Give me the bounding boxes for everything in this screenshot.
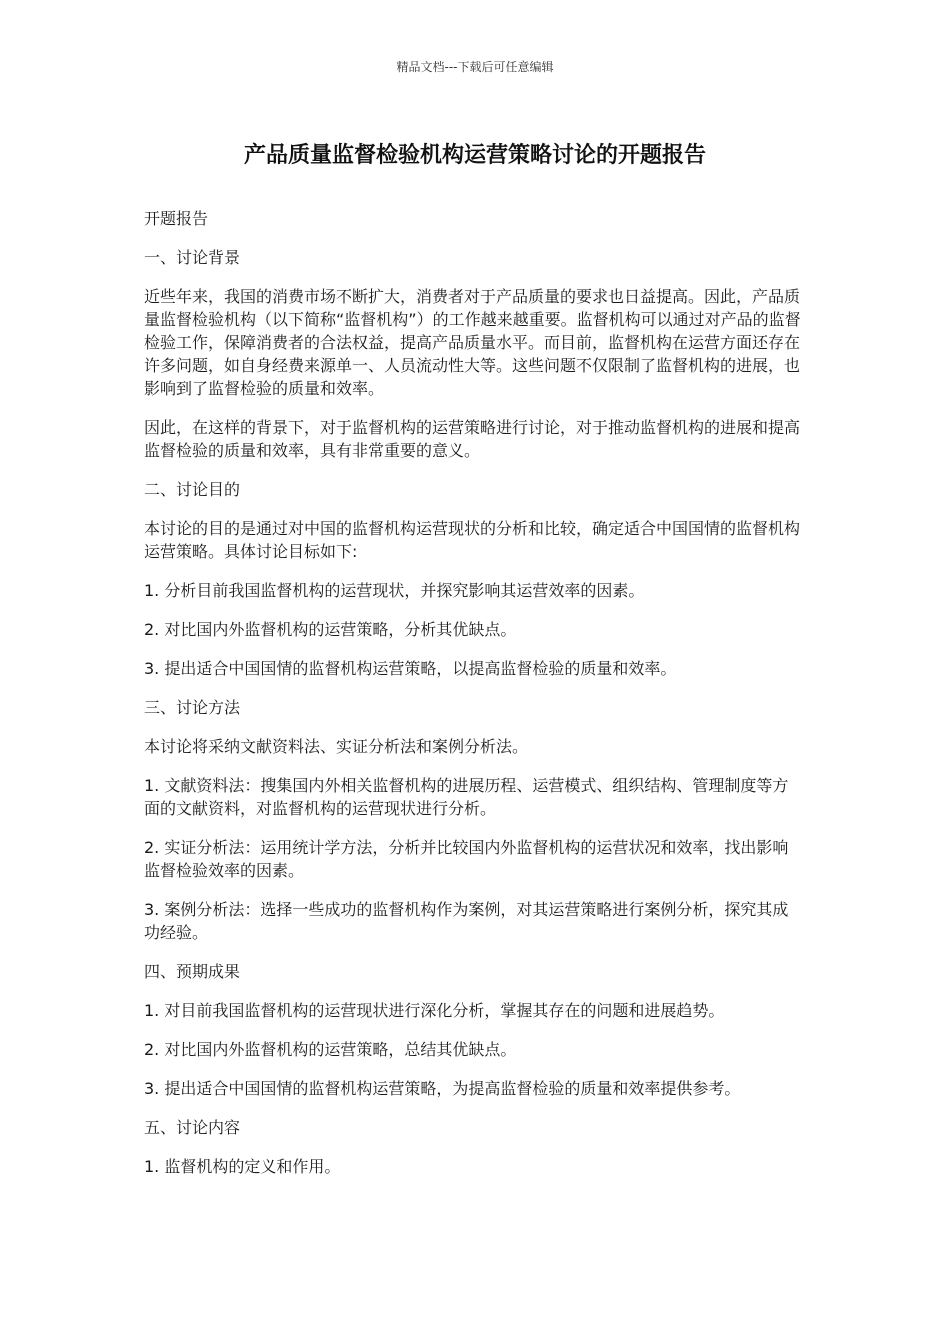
section-heading-method: 三、讨论方法 (144, 698, 241, 717)
list-item-content-1: 1. 监督机构的定义和作用。 (144, 1157, 341, 1176)
list-item-purpose-1: 1. 分析目前我国监督机构的运营现状，并探究影响其运营效率的因素。 (144, 581, 645, 600)
list-item-outcome-1: 1. 对目前我国监督机构的运营现状进行深化分析，掌握其存在的问题和进展趋势。 (144, 1001, 725, 1020)
heading-report: 开题报告 (144, 209, 209, 228)
list-item-outcome-3: 3. 提出适合中国国情的监督机构运营策略，为提高监督检验的质量和效率提供参考。 (144, 1079, 741, 1098)
paragraph-purpose: 本讨论的目的是通过对中国的监督机构运营现状的分析和比较，确定适合中国国情的监督机构运营策略。具体讨论目标如下: (144, 519, 801, 561)
list-item-method-2: 2. 实证分析法：运用统计学方法，分析并比较国内外监督机构的运营状况和效率，找出影响监督检验效率的因素。 (144, 838, 789, 880)
section-heading-purpose: 二、讨论目的 (144, 480, 241, 499)
list-item-outcome-2: 2. 对比国内外监督机构的运营策略，总结其优缺点。 (144, 1040, 517, 1059)
list-item-purpose-2: 2. 对比国内外监督机构的运营策略，分析其优缺点。 (144, 620, 517, 639)
document-title: 产品质量监督检验机构运营策略讨论的开题报告 (243, 143, 706, 168)
list-item-method-1: 1. 文献资料法：搜集国内外相关监督机构的进展历程、运营模式、组织结构、管理制度等方面的文献资料，对监督机构的运营现状进行分析。 (144, 776, 789, 818)
paragraph-method: 本讨论将采纳文献资料法、实证分析法和案例分析法。 (144, 737, 529, 756)
list-item-purpose-3: 3. 提出适合中国国情的监督机构运营策略，以提高监督检验的质量和效率。 (144, 659, 677, 678)
section-heading-background: 一、讨论背景 (144, 248, 241, 267)
paragraph-background-1: 近些年来，我国的消费市场不断扩大，消费者对于产品质量的要求也日益提高。因此，产品质量监督检验机构（以下简称“监督机构”）的工作越来越重要。监督机构可以通过对产品的监督检验工作，保障消费者的合法权益，提高产品质量水平。而目前，监督机构在运营方面还存在许多问题，如自身经费来源单一、人员流动性大等。这些问题不仅限制了监督机构的进展，也影响到了监督检验的质量和效率。 (144, 287, 801, 398)
section-heading-content: 五、讨论内容 (144, 1118, 241, 1137)
paragraph-background-2: 因此，在这样的背景下，对于监督机构的运营策略进行讨论，对于推动监督机构的进展和提高监督检验的质量和效率，具有非常重要的意义。 (144, 418, 801, 460)
list-item-method-3: 3. 案例分析法：选择一些成功的监督机构作为案例，对其运营策略进行案例分析，探究其成功经验。 (144, 900, 789, 942)
header-note: 精品文档---下载后可任意编辑 (396, 60, 554, 74)
document-body (144, 207, 804, 1194)
section-heading-outcomes: 四、预期成果 (144, 962, 241, 981)
